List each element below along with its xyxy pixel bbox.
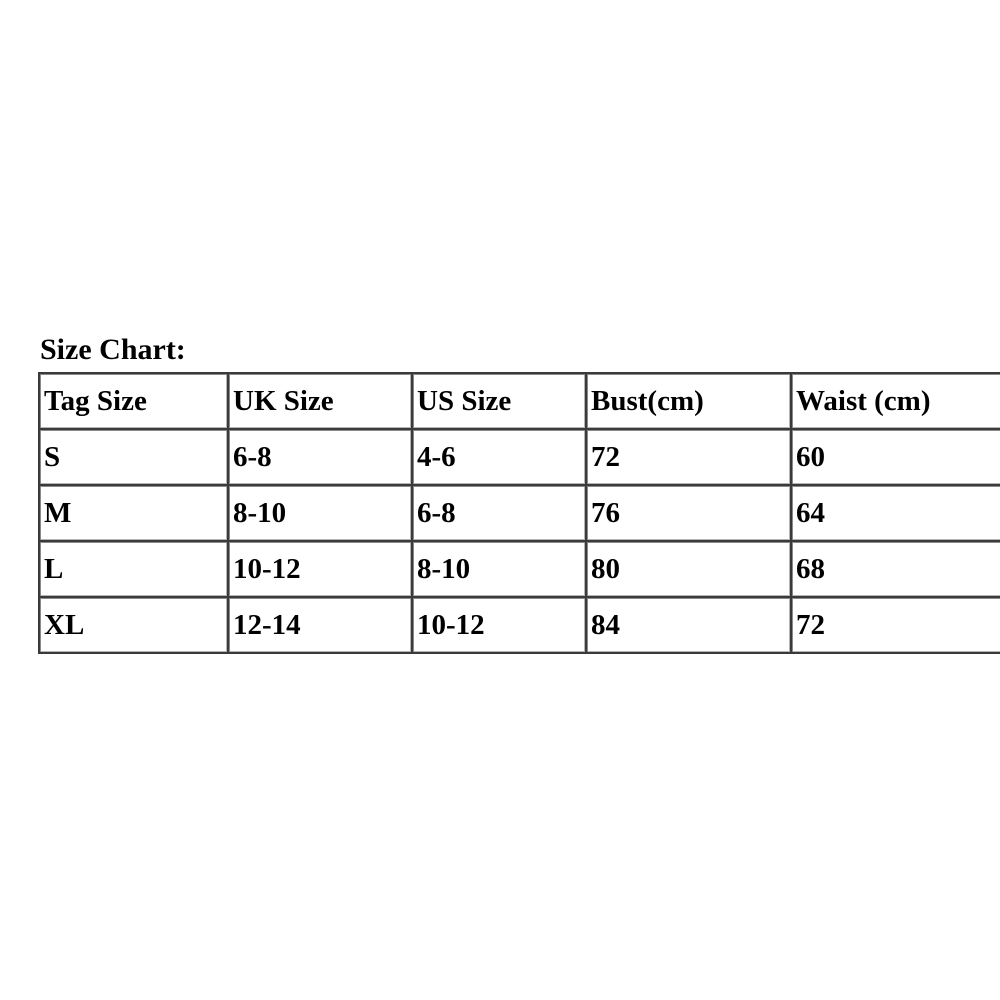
- header-bust: Bust(cm): [587, 374, 792, 430]
- table-cell: 72: [792, 598, 1000, 654]
- table-cell: 80: [587, 542, 792, 598]
- table-cell: 12-14: [229, 598, 413, 654]
- table-cell: 10-12: [229, 542, 413, 598]
- table-cell: 64: [792, 486, 1000, 542]
- table-row: [40, 430, 1000, 486]
- table-row: [40, 542, 1000, 598]
- header-uk-size: UK Size: [229, 374, 413, 430]
- size-chart-title: Size Chart:: [40, 333, 186, 366]
- table-header-row: [40, 374, 1000, 430]
- table-row: [40, 486, 1000, 542]
- header-tag-size: Tag Size: [40, 374, 229, 430]
- table-cell: 8-10: [413, 542, 587, 598]
- table-cell: S: [40, 430, 229, 486]
- header-us-size: US Size: [413, 374, 587, 430]
- table-cell: 6-8: [229, 430, 413, 486]
- table-cell: 72: [587, 430, 792, 486]
- table-cell: 6-8: [413, 486, 587, 542]
- table-cell: 8-10: [229, 486, 413, 542]
- table-cell: 60: [792, 430, 1000, 486]
- table-cell: 76: [587, 486, 792, 542]
- table-cell: L: [40, 542, 229, 598]
- table-cell: XL: [40, 598, 229, 654]
- table-cell: 84: [587, 598, 792, 654]
- table-cell: 10-12: [413, 598, 587, 654]
- size-chart-table: [38, 372, 1000, 654]
- table-cell: M: [40, 486, 229, 542]
- table-row: [40, 598, 1000, 654]
- table-cell: 4-6: [413, 430, 587, 486]
- table-cell: 68: [792, 542, 1000, 598]
- header-waist: Waist (cm): [792, 374, 1000, 430]
